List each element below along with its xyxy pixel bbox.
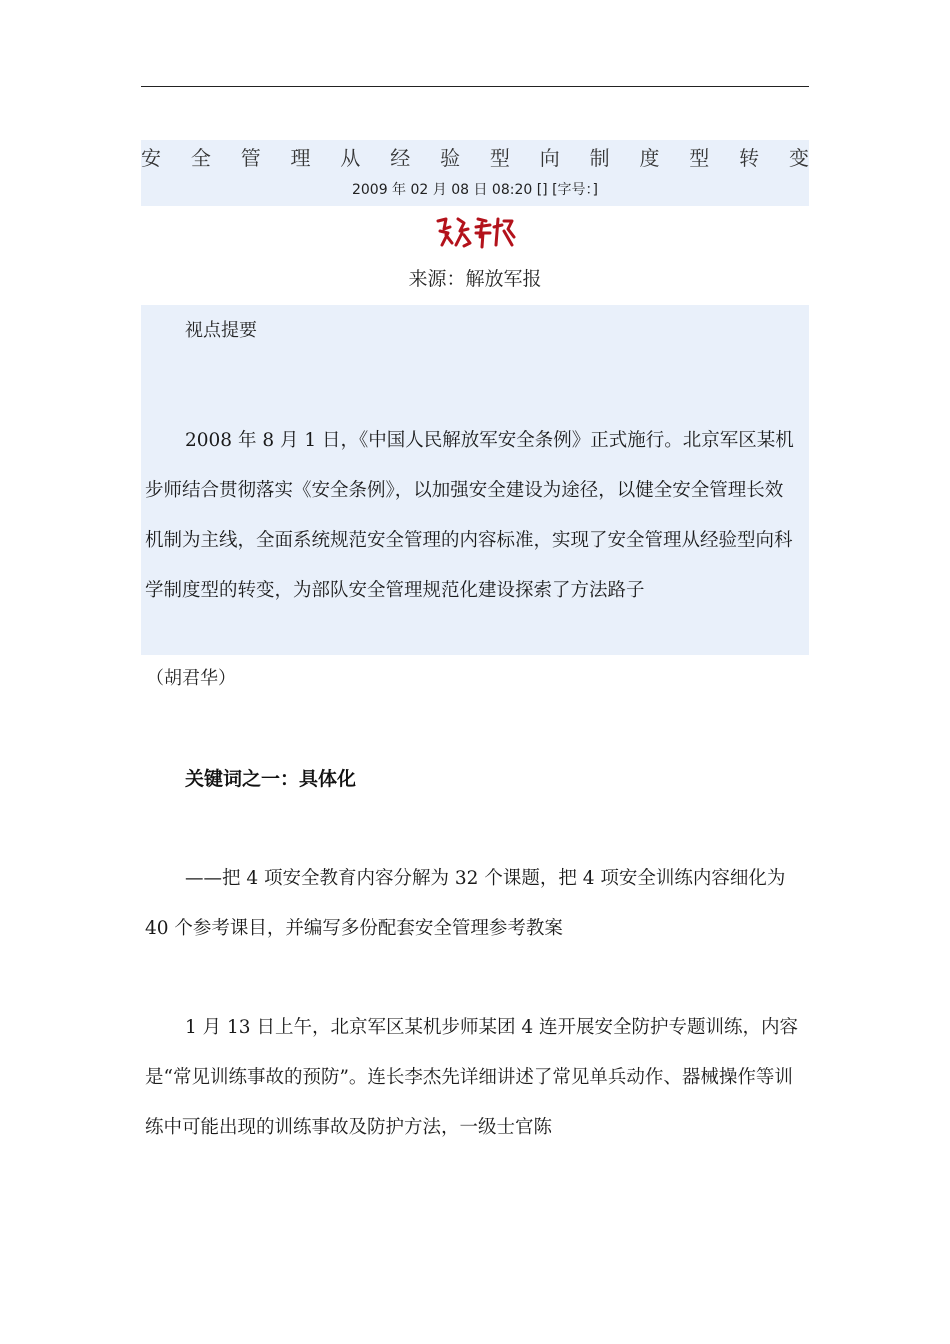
title-char: 向: [539, 146, 560, 170]
summary-text: 2008 年 8 月 1 日，《中国人民解放军安全条例》正式施行。北京军区某机步师结合贯彻落实《安全条例》，以加强安全建设为途径，以健全安全管理长效机制为主线，全面系统规范安全管理的内容标准，实现了安全管理从经验型向科学制度型的转变，为部队安全管理规范化建设探索了方法路子: [145, 430, 794, 601]
keyword-heading: 关键词之一：具体化: [185, 768, 357, 790]
title-char: 安: [141, 146, 161, 170]
title-char: 转: [739, 146, 760, 170]
title-char: 型: [489, 146, 510, 170]
summary-heading: 视点提要: [185, 320, 257, 341]
source-line: 来源：解放军报: [408, 268, 542, 290]
title-char: 管: [240, 146, 261, 170]
title-char: 全: [190, 146, 211, 170]
title-char: 变: [788, 146, 809, 170]
body-paragraph: 1 月 13 日上午，北京军区某机步师某团 4 连开展安全防护专题训练，内容是“常见训练事故的预防”。连长李杰先详细讲述了常见单兵动作、器械操作等训练中可能出现的训练事故及防护方法，一级士官陈: [145, 1017, 798, 1138]
title-char: 型: [689, 146, 710, 170]
summary-box: [141, 305, 809, 655]
top-rule: [141, 86, 809, 87]
title-char: 制: [589, 146, 610, 170]
body-paragraph: ——把 4 项安全教育内容分解为 32 个课题，把 4 项安全训练内容细化为 40 个参考课目，并编写多份配套安全管理参考教案: [145, 868, 786, 939]
title-char: 验: [440, 146, 461, 170]
article-meta: 2009 年 02 月 08 日 08:20 [] [字号：]: [351, 182, 599, 198]
title-char: 经: [390, 146, 411, 170]
title-band: [141, 140, 809, 206]
title-char: 度: [639, 146, 660, 170]
title-char: 从: [340, 146, 361, 170]
author-byline: （胡君华）: [146, 668, 236, 689]
newspaper-masthead-logo: [434, 215, 516, 249]
title-char: 理: [290, 146, 311, 170]
article-title: [141, 146, 809, 170]
